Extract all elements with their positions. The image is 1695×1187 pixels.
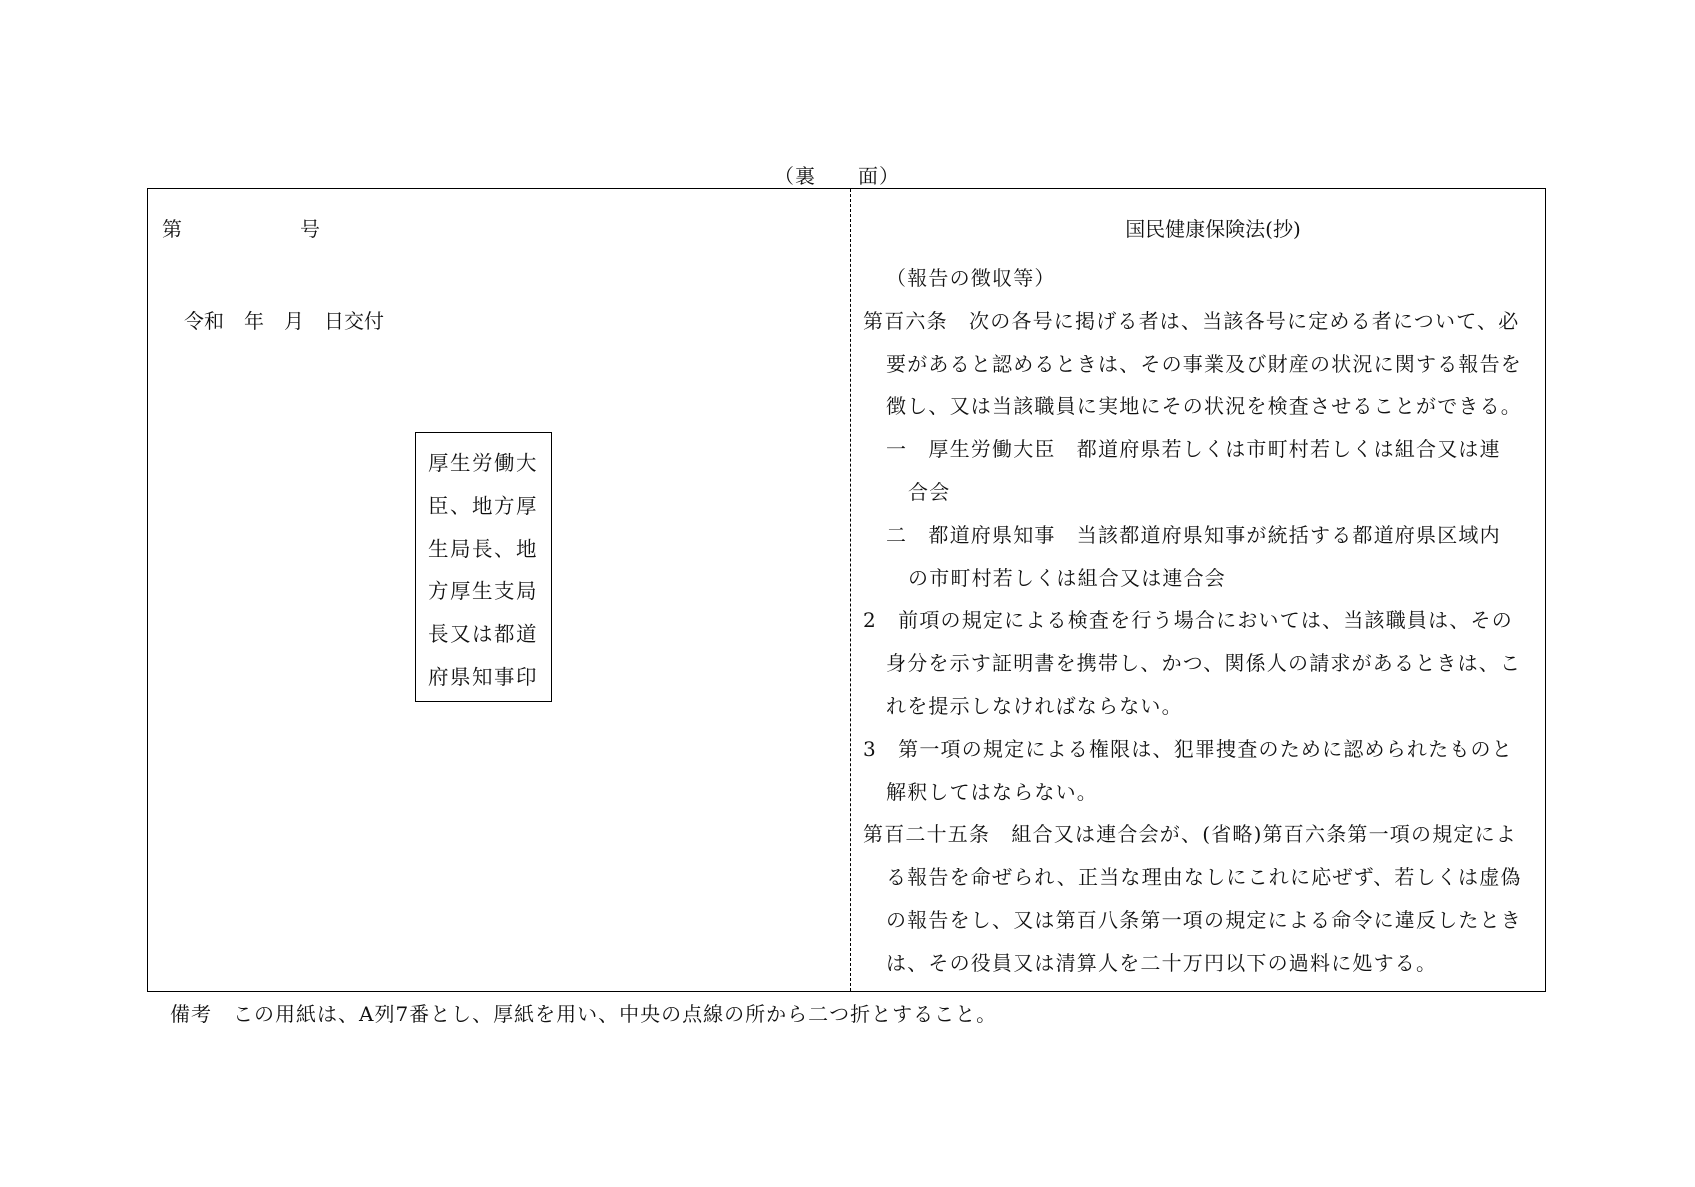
law-line: （報告の徴収等） [886,266,1056,290]
seal-line: 厚生労働大 [428,451,538,475]
law-line: れを提示しなければならない。 [886,693,1183,718]
law-line: 一 厚生労働大臣 都道府県若しくは市町村若しくは組合又は連 [886,437,1501,462]
law-line: 二 都道府県知事 当該都道府県知事が統括する都道府県区域内 [886,522,1501,547]
number-prefix: 第 [162,217,182,241]
law-line: 第百六条 次の各号に掲げる者は、当該各号に定める者について、必 [863,308,1520,333]
certificate-number [162,213,320,242]
law-line: 身分を示す証明書を携帯し、かつ、関係人の請求があるときは、こ [886,651,1522,676]
seal-line: 方厚生支局 [428,579,538,604]
page-heading: （裏 面） [774,164,900,188]
law-line: る報告を命ぜられ、正当な理由なしにこれに応ぜず、若しくは虚偽 [886,865,1522,890]
number-suffix: 号 [300,217,320,241]
law-line: 解釈してはならない。 [886,779,1098,804]
seal-line: 生局長、地 [428,536,538,561]
law-title: 国民健康保険法(抄) [1125,217,1301,241]
law-line: 合会 [908,479,951,504]
law-line: の市町村若しくは組合又は連合会 [908,565,1226,590]
law-line: 徴し、又は当該職員に実地にその状況を検査させることができる。 [886,394,1522,419]
law-line: 要があると認めるときは、その事業及び財産の状況に関する報告を [886,351,1522,376]
law-line: 2 前項の規定による検査を行う場合においては、当該職員は、その [863,608,1513,633]
issuer-seal-box [415,432,552,702]
certificate-frame [147,188,1546,992]
law-text [863,257,1539,985]
seal-line: 臣、地方厚 [428,493,538,518]
remark-note: 備考 この用紙は、A列7番とし、厚紙を用い、中央の点線の所から二つ折とすること。 [170,1002,998,1026]
issue-date: 令和 年 月 日交付 [184,309,384,333]
right-panel [851,189,1545,991]
seal-line: 長又は都道 [428,622,538,647]
law-line: 3 第一項の規定による権限は、犯罪捜査のために認められたものと [863,736,1513,761]
seal-line: 府県知事印 [428,664,538,689]
law-line: の報告をし、又は第百八条第一項の規定による命令に違反したとき [886,907,1522,932]
law-line: 第百二十五条 組合又は連合会が、(省略)第百六条第一項の規定によ [863,822,1518,847]
law-line: は、その役員又は清算人を二十万円以下の過料に処する。 [886,950,1438,975]
left-panel [148,189,850,991]
